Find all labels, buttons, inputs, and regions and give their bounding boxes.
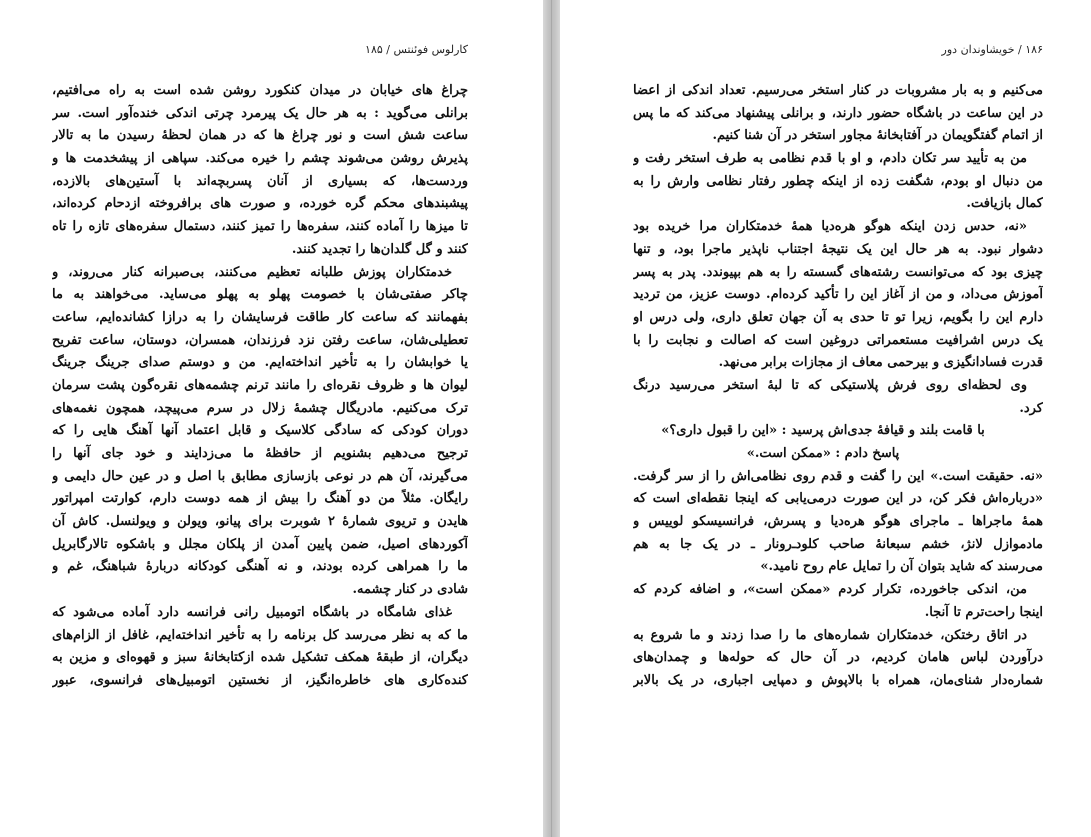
text-line: می‌رسند که شاید بتوان آن را تمایل عام روح نامید.»	[760, 559, 1043, 575]
text-line: وردست‌ها، که بسیاری از آنان پسربچه‌اند با آستین‌های بالازده،	[52, 173, 468, 189]
text-line: چاکر صفتی‌شان با خصومت پهلو به پهلو می‌ساید. می‌خواهند به ما	[52, 287, 468, 303]
text-line: با قامت بلند و قیافهٔ جدی‌اش پرسید : «این را قبول داری؟»	[661, 423, 985, 439]
text-line: من به تأیید سر تکان دادم، و او با قدم نظامی به طرف استخر رفت و	[633, 151, 1027, 167]
text-line: دوران کودکی که سادگی کلاسیک و قابل اعتماد آنها آهنگ هایی را که	[52, 423, 468, 439]
text-line: می‌کنیم و به بار مشروبات در کنار استخر می‌رسیم. تعداد اندکی از اعضا	[633, 83, 1043, 98]
text-line: دارم این را بگویم، زیرا تو تا حدی به آن جهان تعلق داری، ولی درس او	[633, 309, 1043, 325]
text-line: درآوردن لباس هامان کردیم، در آن حال که حوله‌ها و چمدان‌های	[633, 650, 1043, 666]
text-line: اینجا راحت‌ترم تا آنجا.	[924, 604, 1043, 620]
text-line: ترک می‌کنیم. مادریگال چشمهٔ زلال در سرم می‌پیچد، همچون نغمه‌های	[52, 400, 468, 416]
text-line: چیزی بود که می‌توانست رشته‌های گسسته را به هم بپیوندد. پدر به پسر	[633, 264, 1043, 280]
left-page-header-text: کارلوس فوئنتس / ۱۸۵	[365, 42, 468, 56]
text-line: در این ساعت در باشگاه حضور دارند، و برانلی پیشنهاد می‌کند که ما پس	[633, 105, 1043, 121]
right-page	[560, 0, 1091, 837]
text-line: آکوردهای اصیل، ضمن پایین آمدن از پلکان مجلل و باشکوه تالارگابریل	[52, 536, 468, 552]
left-page-body	[52, 80, 468, 693]
text-line: چراغ های خیابان در میدان کنکورد روشن شده است به راه می‌افتیم،	[52, 83, 468, 98]
text-line: کمال بازیافت.	[966, 196, 1043, 212]
text-line: من، اندکی جاخورده، تکرار کردم «ممکن است»، و اضافه کردم که	[633, 582, 1027, 598]
right-page-body	[633, 80, 1043, 693]
text-line: آموزش می‌داد، و من از آغاز این را تأکید کرده‌ام. دوست عزیز، من تردید	[633, 287, 1043, 303]
text-line: شادی در کنار چشمه.	[352, 582, 468, 598]
text-line: غذای شامگاه در باشگاه اتومبیل رانی فرانسه دارد آماده می‌شود که	[52, 604, 452, 620]
text-line: «نه، حدس زدن اینکه هوگو هره‌دیا همهٔ خدمتکاران مرا خریده بود	[633, 219, 1027, 235]
left-page-header	[52, 40, 468, 58]
text-line: پاسخ دادم : «ممکن است.»	[746, 446, 900, 461]
text-line: «درباره‌اش فکر کن، در این صورت درمی‌یابی که اینجا نقطه‌ای است که	[633, 491, 1043, 507]
text-line: وی لحظه‌ای روی فرش پلاستیکی که تا لبهٔ استخر می‌رسید درنگ	[633, 377, 1027, 393]
right-page-header-text: ۱۸۶ / خویشاوندان دور	[941, 42, 1043, 56]
text-line: می‌گیرند، آن هم در نوعی بازسازی مطابق با اصل و در عین حال دایمی و	[52, 468, 468, 484]
text-line: ترجیح می‌دهیم بشنویم از حافظهٔ ما می‌زدایند و خود جای آنها را	[52, 446, 468, 461]
text-line: برانلی می‌گوید : به هر حال یک پیرمرد چرتی اندکی خنده‌آور است. سر	[52, 105, 468, 121]
text-line: دشوار نبود. به هر حال این یک نتیجهٔ اجتناب ناپذیر ماجرا بود، و تنها	[633, 241, 1043, 257]
text-line: کنده‌کاری های خاطره‌انگیز، از نخستین اتومبیل‌های فرانسوی، عبور	[52, 672, 468, 688]
text-line: تعطیلی‌شان، ساعت رفتن نزد فرزندان، همسران، دوستان، ساعت تفریح	[52, 332, 468, 348]
text-line: شماره‌دار شنای‌مان، همراه با بالاپوش و دمپایی اجباری، در یک بالابر	[633, 672, 1043, 688]
text-line: من دنبال او بودم، شگفت زده از اینکه چطور رفتار نظامی وارش را به	[633, 173, 1043, 189]
text-line: کنند و گل گلدان‌ها را تجدید کنند.	[291, 241, 468, 257]
text-line: هایدن و تریوی شمارهٔ ۲ شوبرت برای پیانو، ویولن و ویولنسل. کاش آن	[52, 514, 468, 530]
text-line: دیگران، از طبقهٔ همکف تشکیل شده ازکتابخانهٔ سبز و قهوه‌ای و مزین به	[52, 650, 468, 666]
text-line: بفهمانند که ساعت کار طاقت فرسایشان را به درازا کشانده‌ایم، ساعت	[52, 309, 468, 325]
text-line: تا میزها را آماده کنند، سفره‌ها را تمیز کنند، دستمال سفره‌های تازه را تاه	[52, 219, 468, 235]
text-line: قدرت فسادانگیزی و بیرحمی معاف از مجازات برابر می‌نهد.	[718, 355, 1043, 371]
text-line: رایگان. مثلاً من دو آهنگ را بیش از همه دوست دارم، کوارتت امپراتور	[52, 491, 468, 507]
text-line: پذیرش روشن می‌شوند چشم را خیره می‌کند. سپاهی از پیشخدمت ها و	[52, 151, 468, 167]
right-page-header	[633, 40, 1043, 58]
text-line: یا خوابشان را به تأخیر انداخته‌ایم. من و دوستم صدای جرینگ جرینگ	[52, 355, 468, 371]
text-line: همهٔ ماجراها ـ ماجرای هوگو هره‌دیا و پسرش، فرانسیسکو لوییس و	[633, 514, 1043, 530]
text-line: در اتاق رختکن، خدمتکاران شماره‌های ما را صدا زدند و ما شروع به	[633, 627, 1027, 643]
text-line: ما که به نظر می‌رسد کل برنامه را به تأخیر انداخته‌ایم، غافل از الزام‌های	[52, 627, 468, 643]
text-line: ساعت شش است و نور چراغ ها که در همان لحظهٔ رسیدن ما به تالار	[52, 128, 468, 144]
text-line: «نه. حقیقت است.» این را گفت و قدم روی نظامی‌اش را از سر گرفت.	[633, 468, 1043, 484]
left-page	[0, 0, 543, 837]
text-line: پیشبندهای محکم گره خورده، و صورت های برافروخته ازدحام کرده‌اند،	[52, 196, 468, 212]
text-line: لیوان ها و ظروف نقره‌ای را مانند ترنم چشمه‌های نقره‌گون پشت سرمان	[52, 377, 468, 393]
text-line: مادموازل لانژ، خشم سبعانهٔ صاحب کلود‌ـ‌رونار ـ در یک جا به هم	[633, 536, 1043, 552]
text-line: یک درس اشرافیت مستعمراتی دروغین است که اصالت و نجابت را با	[633, 332, 1043, 348]
text-line: از اتمام گفتگویمان در آفتابخانهٔ مجاور استخر در آن شنا کنیم.	[712, 128, 1043, 144]
gutter-divider	[551, 0, 552, 837]
text-line: ما را همراهی کرده بودند، و نه آهنگی کودکانه دربارهٔ شباهنگ، غم و	[52, 559, 468, 575]
text-line: خدمتکاران پوزش طلبانه تعظیم می‌کنند، بی‌صبرانه کنار می‌روند، و	[52, 264, 452, 280]
text-line: کرد.	[1019, 400, 1043, 416]
